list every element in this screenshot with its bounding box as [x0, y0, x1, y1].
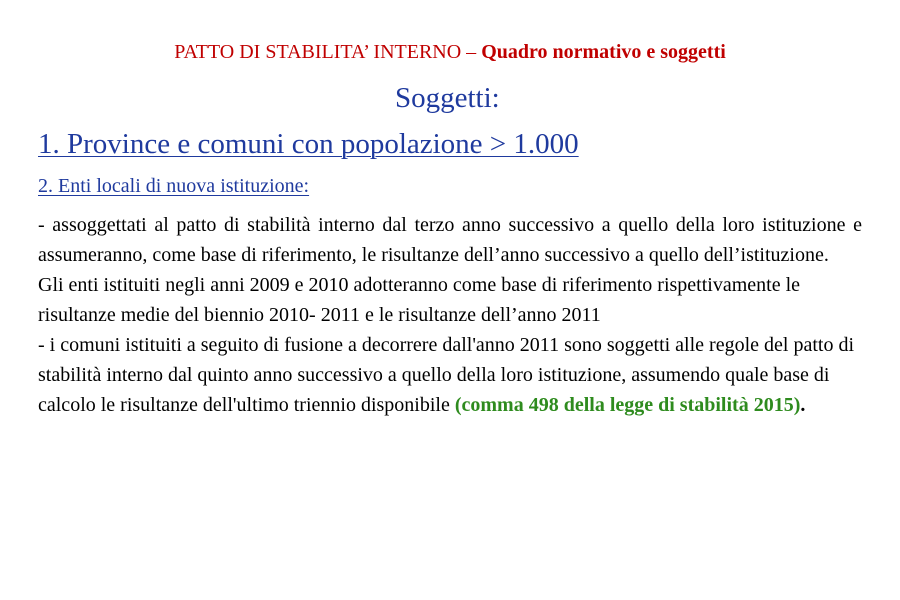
paragraph-3: [38, 330, 862, 420]
paragraph-1: - assoggettati al patto di stabilità interno dal terzo anno successivo a quello della loro istituzione e assumeranno, come base di riferimento, le risultanze dell’anno successivo a quello dell’istituzione.: [38, 214, 862, 266]
paragraph-2: Gli enti istituiti negli anni 2009 e 2010 adotteranno come base di riferimento rispettivamente le risultanze medie del biennio 2010- 2011 e le risultanze dell’anno 2011: [38, 274, 801, 326]
title-sub: Quadro normativo e soggetti: [481, 41, 726, 63]
paragraph-3-text: - i comuni istituiti a seguito di fusione a decorrere dall'anno 2011 sono soggetti alle regole del patto di stabilità interno dal quinto anno successivo a quello della loro istituzione, assumendo quale base di calcolo le risultanze dell'ultimo triennio disponibile: [38, 334, 854, 416]
point-2-heading: 2. Enti locali di nuova istituzione:: [38, 175, 310, 197]
title-main: PATTO DI STABILITA’ INTERNO –: [174, 41, 482, 63]
slide-title: [0, 41, 900, 64]
body-text: [38, 210, 862, 420]
point-1-heading: 1. Province e comuni con popolazione > 1.000: [38, 128, 579, 160]
subtitle: Soggetti:: [395, 82, 500, 114]
reference-period: .: [800, 394, 806, 416]
law-reference: (comma 498 della legge di stabilità 2015): [454, 394, 801, 416]
